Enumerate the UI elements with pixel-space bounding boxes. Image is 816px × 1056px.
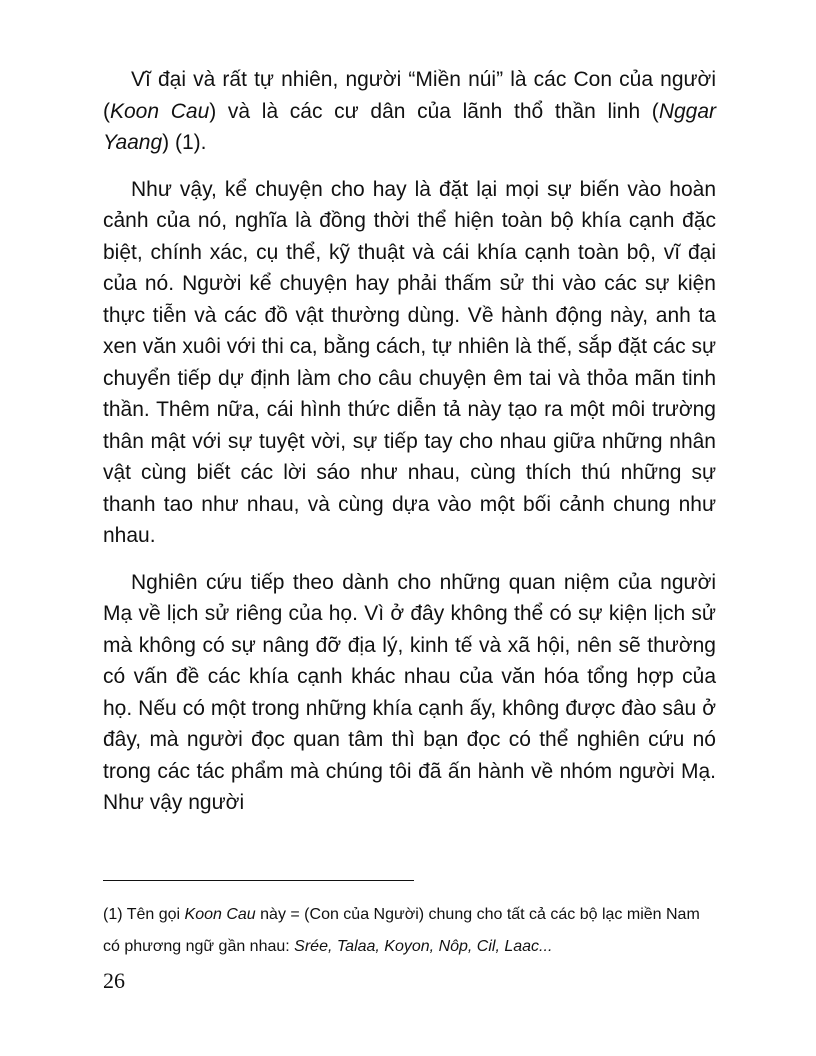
paragraph-1-text-a: Vĩ đại và rất tự nhiên, người “Miền núi” là các Con của người ( (103, 68, 716, 123)
footnote-marker: (1) (103, 906, 123, 923)
footnote-divider (103, 880, 414, 881)
footnote-text-a: Tên gọi (122, 906, 185, 923)
footnote-text-b: này = (Con của Người) chung cho tất cả các bộ lạc miền Nam có phương ngữ gần nhau: (103, 906, 700, 955)
paragraph-2: Như vậy, kể chuyện cho hay là đặt lại mọi sự biến vào hoàn cảnh của nó, nghĩa là đồng thời thể hiện toàn bộ khía cạnh đặc biệt, chính xác, cụ thể, kỹ thuật và cái khía cạnh toàn bộ, vĩ đại của nó. Người kể chuyện hay phải thấm sử thi vào các sự kiện thực tiễn và các đồ vật thường dùng. Về hành động này, anh ta xen văn xuôi với thi ca, bằng cách, tự nhiên là thế, sắp đặt các sự chuyển tiếp dự định làm cho câu chuyện êm tai và thỏa mãn tinh thần. Thêm nữa, cái hình thức diễn tả này tạo ra một môi trường thân mật với sự tuyệt vời, sự tiếp tay cho nhau giữa những nhân vật cùng biết các lời sáo như nhau, cùng thích thú những sự thanh tao như nhau, và cùng dựa vào một bối cảnh chung như nhau. (103, 177, 716, 547)
page-number: 26 (103, 968, 125, 993)
paragraph-1-text-b: ) và là các cư dân của lãnh thổ thần linh ( (209, 99, 659, 123)
paragraph-3: Nghiên cứu tiếp theo dành cho những quan niệm của người Mạ về lịch sử riêng của họ. Vì ở đây không thể có sự kiện lịch sử mà không có sự nâng đỡ địa lý, kinh tế và xã hội, nên sẽ thường có vấn đề các khía cạnh khác nhau của văn hóa tổng hợp của họ. Nếu có một trong những khía cạnh ấy, không được đào sâu ở đây, mà người đọc quan tâm thì bạn đọc có thể nghiên cứu nó trong các tác phẩm mà chúng tôi đã ấn hành về nhóm người Mạ. Như vậy người (103, 570, 716, 814)
footnote (103, 899, 713, 963)
koon-cau-term: Koon Cau (110, 99, 210, 123)
nggar-yaang-term: Nggar Yaang (103, 99, 717, 154)
paragraph-1 (103, 64, 716, 159)
footnote-group-list: Srée, Talaa, Koyon, Nôp, Cil, Laac... (294, 938, 553, 955)
body-text (103, 64, 716, 819)
paragraph-1-text-c: ) (1). (162, 131, 207, 154)
footnote-koon-cau-term: Koon Cau (184, 906, 256, 923)
